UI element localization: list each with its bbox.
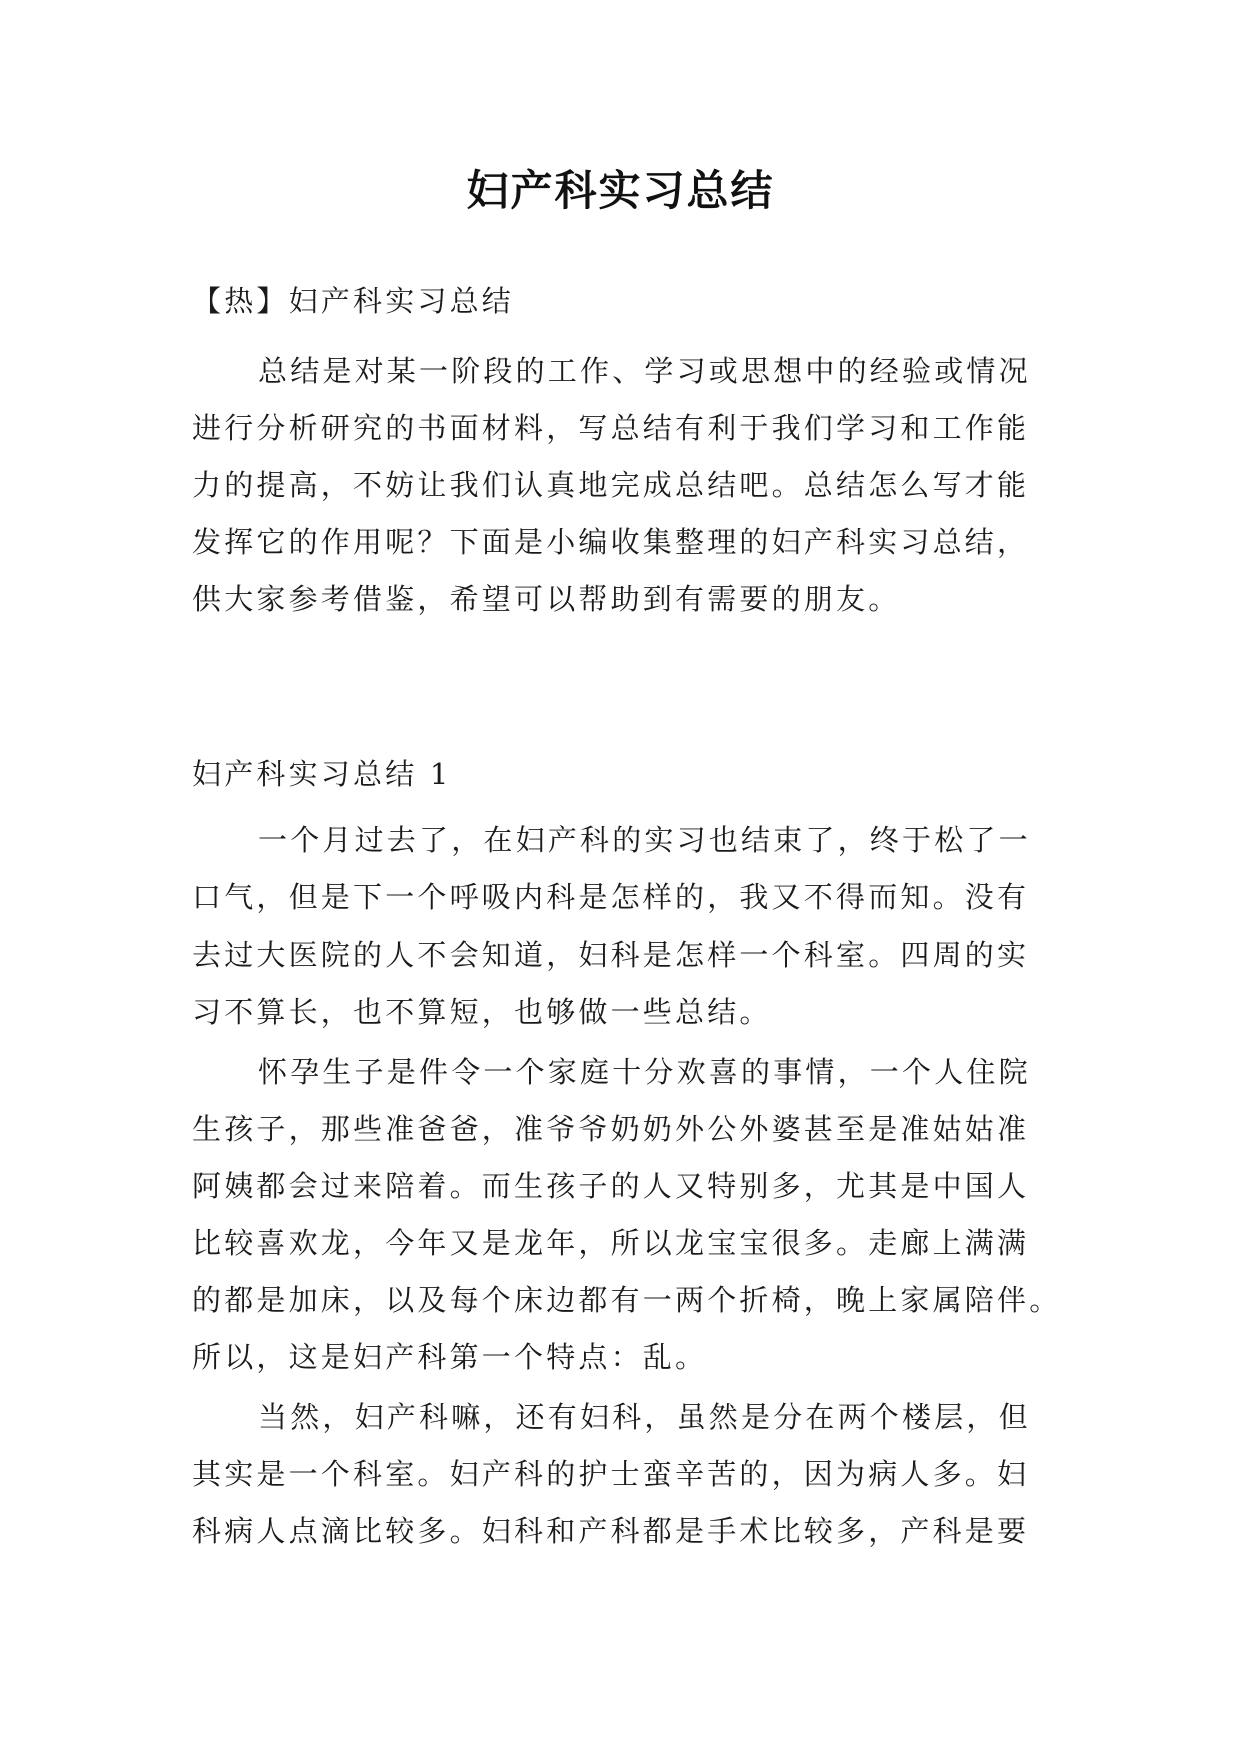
paragraph-line: 的都是加床，以及每个床边都有一两个折椅，晚上家属陪伴。 <box>192 1283 1062 1317</box>
paragraph-line: 去过大医院的人不会知道，妇科是怎样一个科室。四周的实 <box>192 938 1030 972</box>
intro-line: 供大家参考借鉴，希望可以帮助到有需要的朋友。 <box>192 582 901 616</box>
section-heading: 妇产科实习总结 1 <box>192 757 452 791</box>
intro-line: 进行分析研究的书面材料，写总结有利于我们学习和工作能 <box>192 411 1030 445</box>
intro-line: 发挥它的作用呢？下面是小编收集整理的妇产科实习总结， <box>192 525 1030 559</box>
paragraph-line: 所以，这是妇产科第一个特点：乱。 <box>192 1340 708 1374</box>
document-title: 妇产科实习总结 <box>466 166 775 215</box>
intro-heading: 【热】妇产科实习总结 <box>192 284 515 318</box>
paragraph-line: 习不算长，也不算短，也够做一些总结。 <box>192 995 772 1029</box>
paragraph-line: 生孩子，那些准爸爸，准爷爷奶奶外公外婆甚至是准姑姑准 <box>192 1112 1030 1146</box>
intro-line: 总结是对某一阶段的工作、学习或思想中的经验或情况 <box>258 354 1031 388</box>
paragraph-line: 当然，妇产科嘛，还有妇科，虽然是分在两个楼层，但 <box>258 1400 1031 1434</box>
intro-line: 力的提高，不妨让我们认真地完成总结吧。总结怎么写才能 <box>192 468 1030 502</box>
paragraph-line: 阿姨都会过来陪着。而生孩子的人又特别多，尤其是中国人 <box>192 1169 1030 1203</box>
paragraph-line: 口气，但是下一个呼吸内科是怎样的，我又不得而知。没有 <box>192 880 1030 914</box>
paragraph-line: 科病人点滴比较多。妇科和产科都是手术比较多，产科是要 <box>192 1514 1030 1548</box>
paragraph-line: 怀孕生子是件令一个家庭十分欢喜的事情，一个人住院 <box>258 1055 1031 1089</box>
paragraph-line: 其实是一个科室。妇产科的护士蛮辛苦的，因为病人多。妇 <box>192 1457 1030 1491</box>
paragraph-line: 比较喜欢龙，今年又是龙年，所以龙宝宝很多。走廊上满满 <box>192 1226 1030 1260</box>
paragraph-line: 一个月过去了，在妇产科的实习也结束了，终于松了一 <box>258 823 1031 857</box>
